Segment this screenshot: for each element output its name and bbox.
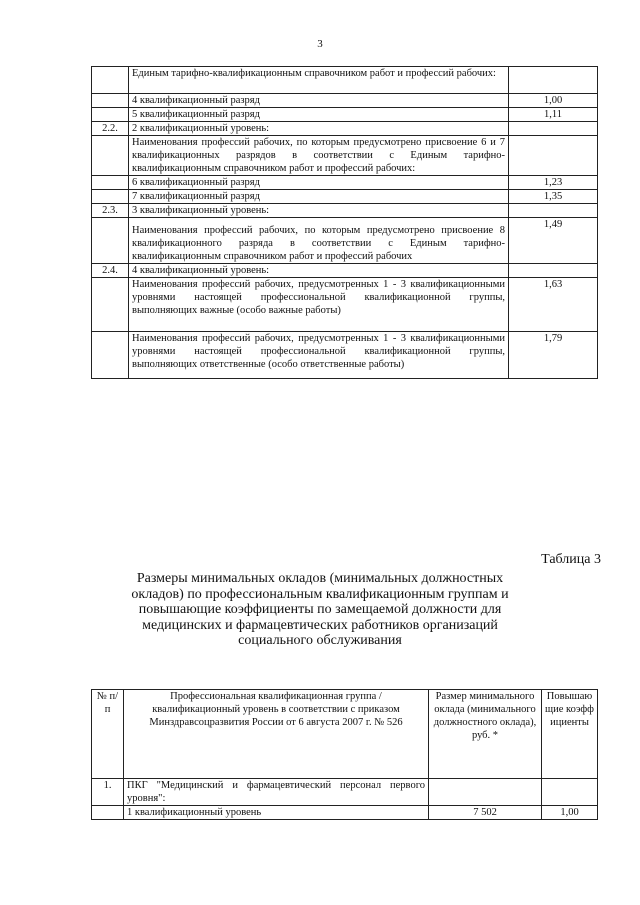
row-value: 1,11: [509, 108, 598, 122]
row-value: 1,35: [509, 190, 598, 204]
row-text: 2 квалификационный уровень:: [129, 122, 509, 136]
table-row: [92, 136, 598, 176]
row-number: [92, 190, 129, 204]
row-coefficient: 1,00: [542, 806, 598, 820]
header-salary: Размер минимального оклада (минимального должностного оклада), руб. *: [429, 690, 542, 779]
table-row: [92, 806, 598, 820]
table-label: Таблица 3: [541, 552, 601, 567]
table-row: [92, 94, 598, 108]
page-number: 3: [317, 38, 323, 50]
row-text: 7 квалификационный разряд: [129, 190, 509, 204]
salary-table: [91, 689, 598, 820]
header-coefficient: Повышающие коэффициенты: [542, 690, 598, 779]
row-value: 1,63: [509, 278, 598, 332]
table-title: Размеры минимальных окладов (минимальных должностных окладов) по профессиональным квалификационным группам и повышающие коэффициенты по замещаемой должности для медицинских и фармацевтических работников организаций социального обслуживания: [131, 571, 509, 649]
row-value: 1,79: [509, 332, 598, 379]
table-row: [92, 190, 598, 204]
row-text: 1 квалификационный уровень: [124, 806, 429, 820]
row-text: Наименования профессий рабочих, предусмотренных 1 - 3 квалификационными уровнями настоящей профессиональной квалификационной группы, выполняющих важные (особо важные работы): [129, 278, 509, 332]
row-value: [509, 122, 598, 136]
table-row: [92, 332, 598, 379]
row-number: [92, 108, 129, 122]
table-row: [92, 218, 598, 264]
table-row: [92, 204, 598, 218]
row-text: 4 квалификационный уровень:: [129, 264, 509, 278]
table-row: [92, 67, 598, 94]
row-text: 3 квалификационный уровень:: [129, 204, 509, 218]
row-value: [509, 136, 598, 176]
row-number: [92, 806, 124, 820]
row-text: Наименования профессий рабочих, предусмотренных 1 - 3 квалификационными уровнями настоящей профессиональной квалификационной группы, выполняющих ответственные (особо ответственные работы): [129, 332, 509, 379]
row-text: 5 квалификационный разряд: [129, 108, 509, 122]
table-row: [92, 278, 598, 332]
row-text: 6 квалификационный разряд: [129, 176, 509, 190]
row-value: 1,00: [509, 94, 598, 108]
table-row: [92, 176, 598, 190]
row-number: [92, 67, 129, 94]
row-number: 2.4.: [92, 264, 129, 278]
row-coefficient: [542, 779, 598, 806]
header-num: № п/п: [92, 690, 124, 779]
row-number: [92, 176, 129, 190]
row-number: [92, 218, 129, 264]
row-number: [92, 332, 129, 379]
row-value: 1,23: [509, 176, 598, 190]
table-row: [92, 779, 598, 806]
table-row: [92, 122, 598, 136]
row-value: [509, 204, 598, 218]
row-text: ПКГ "Медицинский и фармацевтический персонал первого уровня":: [124, 779, 429, 806]
row-text: 4 квалификационный разряд: [129, 94, 509, 108]
coefficients-table-continued: [91, 66, 598, 379]
table-row: [92, 108, 598, 122]
row-number: [92, 278, 129, 332]
row-number: [92, 94, 129, 108]
row-number: [92, 136, 129, 176]
row-salary: 7 502: [429, 806, 542, 820]
header-group: Профессиональная квалификационная группа / квалификационный уровень в соответствии с приказом Минздравсоцразвития России от 6 августа 2007 г. № 526: [124, 690, 429, 779]
row-value: [509, 264, 598, 278]
row-text: Наименования профессий рабочих, по которым предусмотрено присвоение 6 и 7 квалификационных разрядов в соответствии с Единым тарифно-квалификационным справочником работ и профессий рабочих:: [129, 136, 509, 176]
row-value: [509, 67, 598, 94]
row-number: 2.3.: [92, 204, 129, 218]
row-text: Единым тарифно-квалификационным справочником работ и профессий рабочих:: [129, 67, 509, 94]
row-value: 1,49: [509, 218, 598, 264]
row-text: Наименования профессий рабочих, по которым предусмотрено присвоение 8 квалификационного разряда в соответствии с Единым тарифно-квалификационным справочником работ и профессий рабочих: [129, 218, 509, 264]
table-row: [92, 264, 598, 278]
row-number: 2.2.: [92, 122, 129, 136]
table-header-row: [92, 690, 598, 779]
row-salary: [429, 779, 542, 806]
row-number: 1.: [92, 779, 124, 806]
